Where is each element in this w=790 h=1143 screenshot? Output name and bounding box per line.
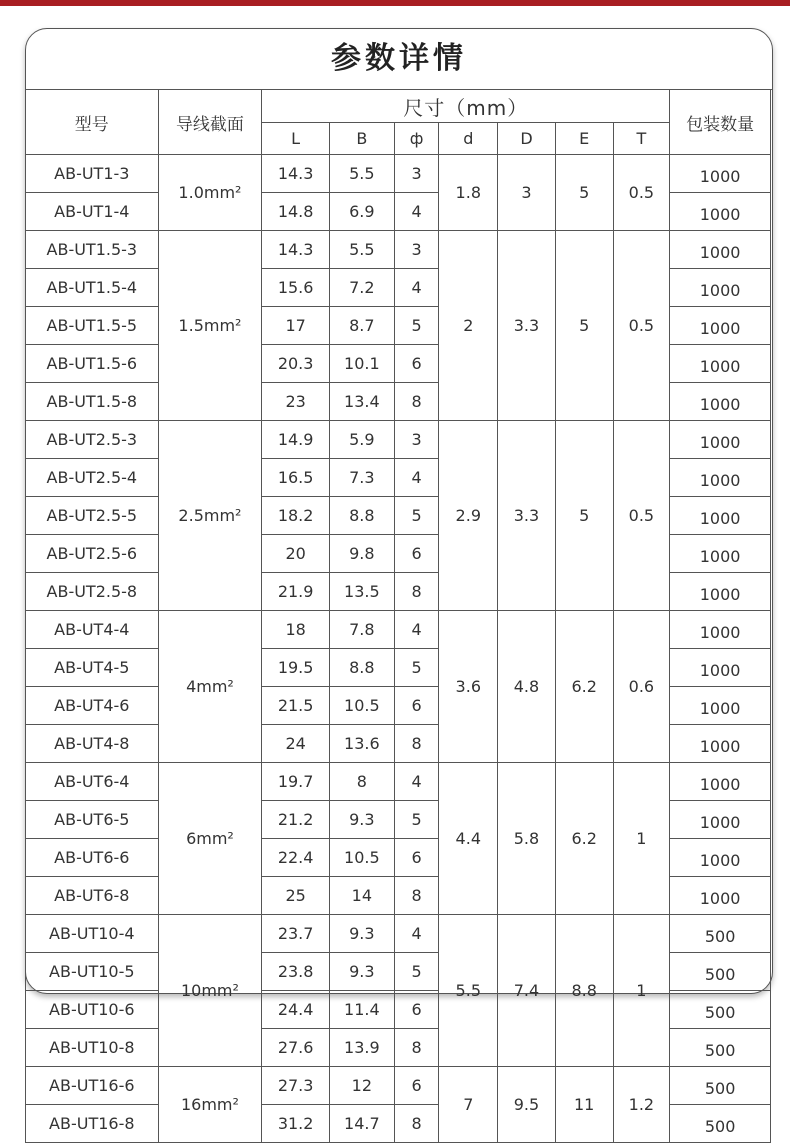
model-cell: AB-UT1.5-4 bbox=[26, 269, 159, 307]
wire-section-cell: 1.0mm² bbox=[158, 155, 262, 231]
package-qty-cell: 1000 bbox=[670, 421, 771, 459]
package-qty-cell: 1000 bbox=[670, 307, 771, 345]
L-cell: 25 bbox=[262, 877, 330, 915]
L-cell: 27.3 bbox=[262, 1067, 330, 1105]
header-phi: ф bbox=[394, 123, 439, 155]
spec-table-body bbox=[26, 155, 771, 1143]
package-qty-cell: 500 bbox=[670, 991, 771, 1029]
phi-cell: 8 bbox=[394, 1029, 439, 1067]
L-cell: 21.2 bbox=[262, 801, 330, 839]
phi-cell: 3 bbox=[394, 231, 439, 269]
L-cell: 15.6 bbox=[262, 269, 330, 307]
B-cell: 12 bbox=[329, 1067, 394, 1105]
package-qty-cell: 1000 bbox=[670, 763, 771, 801]
d-cell: 2 bbox=[439, 231, 498, 421]
phi-cell: 5 bbox=[394, 953, 439, 991]
d-cell: 4.4 bbox=[439, 763, 498, 915]
phi-cell: 6 bbox=[394, 991, 439, 1029]
B-cell: 5.5 bbox=[329, 155, 394, 193]
D-cell: 4.8 bbox=[498, 611, 556, 763]
L-cell: 20.3 bbox=[262, 345, 330, 383]
model-cell: AB-UT1.5-5 bbox=[26, 307, 159, 345]
spec-table bbox=[25, 89, 771, 1143]
L-cell: 31.2 bbox=[262, 1105, 330, 1143]
model-cell: AB-UT2.5-5 bbox=[26, 497, 159, 535]
B-cell: 9.3 bbox=[329, 953, 394, 991]
package-qty-cell: 1000 bbox=[670, 801, 771, 839]
model-cell: AB-UT1.5-6 bbox=[26, 345, 159, 383]
package-qty-cell: 1000 bbox=[670, 535, 771, 573]
B-cell: 10.1 bbox=[329, 345, 394, 383]
T-cell: 0.5 bbox=[613, 421, 670, 611]
phi-cell: 6 bbox=[394, 1067, 439, 1105]
phi-cell: 4 bbox=[394, 459, 439, 497]
B-cell: 8.7 bbox=[329, 307, 394, 345]
L-cell: 14.3 bbox=[262, 231, 330, 269]
top-accent-bar bbox=[0, 0, 790, 6]
phi-cell: 4 bbox=[394, 193, 439, 231]
L-cell: 19.7 bbox=[262, 763, 330, 801]
wire-section-cell: 4mm² bbox=[158, 611, 262, 763]
model-cell: AB-UT6-4 bbox=[26, 763, 159, 801]
package-qty-cell: 1000 bbox=[670, 877, 771, 915]
D-cell: 5.8 bbox=[498, 763, 556, 915]
B-cell: 6.9 bbox=[329, 193, 394, 231]
header-package-qty: 包装数量 bbox=[670, 90, 771, 155]
model-cell: AB-UT2.5-4 bbox=[26, 459, 159, 497]
E-cell: 8.8 bbox=[555, 915, 613, 1067]
phi-cell: 3 bbox=[394, 421, 439, 459]
package-qty-cell: 1000 bbox=[670, 687, 771, 725]
T-cell: 0.5 bbox=[613, 231, 670, 421]
T-cell: 1 bbox=[613, 763, 670, 915]
model-cell: AB-UT6-5 bbox=[26, 801, 159, 839]
d-cell: 5.5 bbox=[439, 915, 498, 1067]
D-cell: 3.3 bbox=[498, 231, 556, 421]
L-cell: 14.8 bbox=[262, 193, 330, 231]
B-cell: 8.8 bbox=[329, 497, 394, 535]
L-cell: 24 bbox=[262, 725, 330, 763]
model-cell: AB-UT6-8 bbox=[26, 877, 159, 915]
B-cell: 13.5 bbox=[329, 573, 394, 611]
L-cell: 14.3 bbox=[262, 155, 330, 193]
model-cell: AB-UT10-4 bbox=[26, 915, 159, 953]
d-cell: 1.8 bbox=[439, 155, 498, 231]
T-cell: 1 bbox=[613, 915, 670, 1067]
wire-section-cell: 1.5mm² bbox=[158, 231, 262, 421]
model-cell: AB-UT4-5 bbox=[26, 649, 159, 687]
table-row bbox=[26, 915, 771, 953]
wire-section-cell: 16mm² bbox=[158, 1067, 262, 1143]
phi-cell: 8 bbox=[394, 573, 439, 611]
B-cell: 8 bbox=[329, 763, 394, 801]
phi-cell: 5 bbox=[394, 649, 439, 687]
phi-cell: 5 bbox=[394, 497, 439, 535]
header-D: D bbox=[498, 123, 556, 155]
L-cell: 14.9 bbox=[262, 421, 330, 459]
phi-cell: 6 bbox=[394, 345, 439, 383]
B-cell: 5.9 bbox=[329, 421, 394, 459]
model-cell: AB-UT2.5-8 bbox=[26, 573, 159, 611]
spec-card bbox=[25, 28, 773, 1136]
L-cell: 23.8 bbox=[262, 953, 330, 991]
B-cell: 13.4 bbox=[329, 383, 394, 421]
header-L: L bbox=[262, 123, 330, 155]
B-cell: 11.4 bbox=[329, 991, 394, 1029]
header-E: E bbox=[555, 123, 613, 155]
wire-section-cell: 6mm² bbox=[158, 763, 262, 915]
L-cell: 23 bbox=[262, 383, 330, 421]
header-d: d bbox=[439, 123, 498, 155]
B-cell: 10.5 bbox=[329, 687, 394, 725]
model-cell: AB-UT1.5-3 bbox=[26, 231, 159, 269]
D-cell: 7.4 bbox=[498, 915, 556, 1067]
phi-cell: 6 bbox=[394, 839, 439, 877]
L-cell: 22.4 bbox=[262, 839, 330, 877]
L-cell: 23.7 bbox=[262, 915, 330, 953]
package-qty-cell: 500 bbox=[670, 1067, 771, 1105]
model-cell: AB-UT1-3 bbox=[26, 155, 159, 193]
model-cell: AB-UT4-8 bbox=[26, 725, 159, 763]
table-row bbox=[26, 421, 771, 459]
T-cell: 0.6 bbox=[613, 611, 670, 763]
phi-cell: 4 bbox=[394, 269, 439, 307]
L-cell: 17 bbox=[262, 307, 330, 345]
phi-cell: 8 bbox=[394, 1105, 439, 1143]
D-cell: 3.3 bbox=[498, 421, 556, 611]
model-cell: AB-UT4-6 bbox=[26, 687, 159, 725]
phi-cell: 8 bbox=[394, 383, 439, 421]
model-cell: AB-UT10-8 bbox=[26, 1029, 159, 1067]
L-cell: 27.6 bbox=[262, 1029, 330, 1067]
table-row bbox=[26, 155, 771, 193]
T-cell: 0.5 bbox=[613, 155, 670, 231]
package-qty-cell: 1000 bbox=[670, 649, 771, 687]
model-cell: AB-UT4-4 bbox=[26, 611, 159, 649]
phi-cell: 5 bbox=[394, 307, 439, 345]
L-cell: 16.5 bbox=[262, 459, 330, 497]
B-cell: 9.3 bbox=[329, 801, 394, 839]
package-qty-cell: 500 bbox=[670, 1029, 771, 1067]
phi-cell: 6 bbox=[394, 687, 439, 725]
package-qty-cell: 1000 bbox=[670, 573, 771, 611]
package-qty-cell: 1000 bbox=[670, 725, 771, 763]
package-qty-cell: 1000 bbox=[670, 155, 771, 193]
package-qty-cell: 500 bbox=[670, 915, 771, 953]
model-cell: AB-UT10-5 bbox=[26, 953, 159, 991]
L-cell: 18.2 bbox=[262, 497, 330, 535]
B-cell: 7.3 bbox=[329, 459, 394, 497]
B-cell: 9.8 bbox=[329, 535, 394, 573]
phi-cell: 5 bbox=[394, 801, 439, 839]
package-qty-cell: 1000 bbox=[670, 193, 771, 231]
L-cell: 21.9 bbox=[262, 573, 330, 611]
table-row bbox=[26, 231, 771, 269]
table-row bbox=[26, 611, 771, 649]
wire-section-cell: 2.5mm² bbox=[158, 421, 262, 611]
model-cell: AB-UT16-8 bbox=[26, 1105, 159, 1143]
model-cell: AB-UT2.5-3 bbox=[26, 421, 159, 459]
B-cell: 14.7 bbox=[329, 1105, 394, 1143]
E-cell: 6.2 bbox=[555, 611, 613, 763]
B-cell: 14 bbox=[329, 877, 394, 915]
phi-cell: 4 bbox=[394, 915, 439, 953]
d-cell: 2.9 bbox=[439, 421, 498, 611]
E-cell: 6.2 bbox=[555, 763, 613, 915]
B-cell: 13.6 bbox=[329, 725, 394, 763]
B-cell: 5.5 bbox=[329, 231, 394, 269]
B-cell: 10.5 bbox=[329, 839, 394, 877]
header-wire-section: 导线截面 bbox=[158, 90, 262, 155]
package-qty-cell: 1000 bbox=[670, 839, 771, 877]
package-qty-cell: 1000 bbox=[670, 383, 771, 421]
package-qty-cell: 500 bbox=[670, 1105, 771, 1143]
header-B: B bbox=[329, 123, 394, 155]
page-title: 参数详情 bbox=[26, 29, 772, 90]
package-qty-cell: 1000 bbox=[670, 459, 771, 497]
B-cell: 9.3 bbox=[329, 915, 394, 953]
package-qty-cell: 1000 bbox=[670, 231, 771, 269]
wire-section-cell: 10mm² bbox=[158, 915, 262, 1067]
package-qty-cell: 1000 bbox=[670, 269, 771, 307]
T-cell: 1.2 bbox=[613, 1067, 670, 1143]
table-row bbox=[26, 763, 771, 801]
D-cell: 9.5 bbox=[498, 1067, 556, 1143]
package-qty-cell: 1000 bbox=[670, 611, 771, 649]
D-cell: 3 bbox=[498, 155, 556, 231]
phi-cell: 4 bbox=[394, 611, 439, 649]
E-cell: 5 bbox=[555, 421, 613, 611]
model-cell: AB-UT6-6 bbox=[26, 839, 159, 877]
E-cell: 11 bbox=[555, 1067, 613, 1143]
header-model: 型号 bbox=[26, 90, 159, 155]
table-row bbox=[26, 1067, 771, 1105]
B-cell: 8.8 bbox=[329, 649, 394, 687]
phi-cell: 8 bbox=[394, 877, 439, 915]
L-cell: 18 bbox=[262, 611, 330, 649]
L-cell: 19.5 bbox=[262, 649, 330, 687]
B-cell: 7.2 bbox=[329, 269, 394, 307]
phi-cell: 8 bbox=[394, 725, 439, 763]
E-cell: 5 bbox=[555, 155, 613, 231]
header-T: T bbox=[613, 123, 670, 155]
model-cell: AB-UT1.5-8 bbox=[26, 383, 159, 421]
L-cell: 20 bbox=[262, 535, 330, 573]
B-cell: 7.8 bbox=[329, 611, 394, 649]
model-cell: AB-UT1-4 bbox=[26, 193, 159, 231]
d-cell: 3.6 bbox=[439, 611, 498, 763]
B-cell: 13.9 bbox=[329, 1029, 394, 1067]
L-cell: 21.5 bbox=[262, 687, 330, 725]
model-cell: AB-UT10-6 bbox=[26, 991, 159, 1029]
package-qty-cell: 1000 bbox=[670, 497, 771, 535]
model-cell: AB-UT16-6 bbox=[26, 1067, 159, 1105]
phi-cell: 3 bbox=[394, 155, 439, 193]
L-cell: 24.4 bbox=[262, 991, 330, 1029]
E-cell: 5 bbox=[555, 231, 613, 421]
header-size-group: 尺寸（mm） bbox=[262, 90, 670, 123]
model-cell: AB-UT2.5-6 bbox=[26, 535, 159, 573]
package-qty-cell: 1000 bbox=[670, 345, 771, 383]
phi-cell: 4 bbox=[394, 763, 439, 801]
package-qty-cell: 500 bbox=[670, 953, 771, 991]
d-cell: 7 bbox=[439, 1067, 498, 1143]
phi-cell: 6 bbox=[394, 535, 439, 573]
